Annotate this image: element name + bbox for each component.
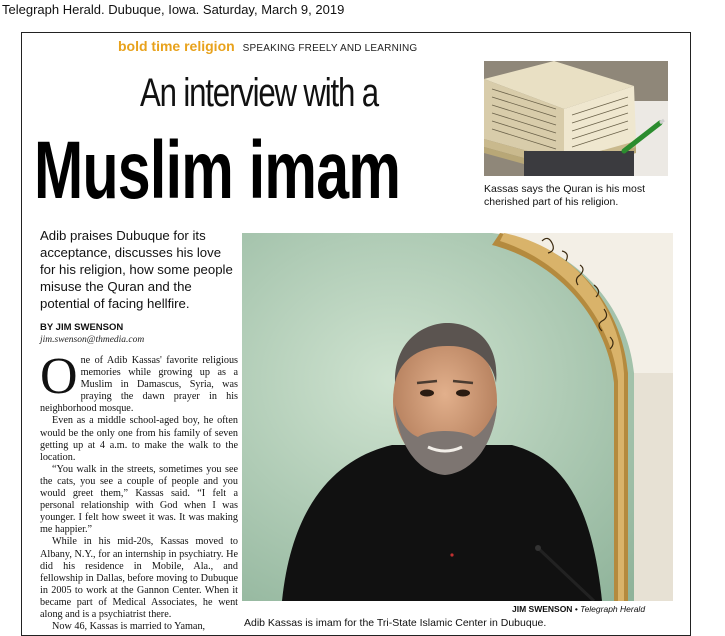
article-body bbox=[40, 348, 238, 633]
imam-portrait-illustration bbox=[242, 233, 673, 601]
headline-line-2: Muslim imam bbox=[34, 125, 401, 216]
body-paragraph-1 bbox=[40, 348, 238, 415]
section-subtitle: SPEAKING FREELY AND LEARNING bbox=[242, 43, 418, 54]
photo-credit-name: JIM SWENSON bbox=[512, 604, 573, 614]
headline-line-1: An interview with a bbox=[140, 71, 378, 115]
imam-portrait-photo bbox=[242, 233, 673, 601]
body-paragraph-3: “You walk in the streets, sometimes you see the cats, you see a couple of people and you would greet them,” Kassas said. “I felt a personal relationship with God when I was younger. I felt how sweet it was. It was making me happier.” bbox=[40, 463, 238, 536]
photo-caption-main: Adib Kassas is imam for the Tri-State Islamic Center in Dubuque. bbox=[244, 617, 547, 629]
body-paragraph-4: While in his mid-20s, Kassas moved to Albany, N.Y., for an internship in psychiatry. He did his residence in Mobile, Ala., and fellowship in Dallas, before moving to Dubuque in 2005 to work at the Gannon Center. When it became part of Medical Associates, he went along and is a psychiatrist there. bbox=[40, 536, 238, 620]
photo-credit: JIM SWENSON • Telegraph Herald bbox=[512, 604, 646, 614]
body-paragraph-5: Now 46, Kassas is married to Yaman, bbox=[52, 621, 206, 633]
photo-credit-org: Telegraph Herald bbox=[580, 604, 646, 614]
quran-illustration bbox=[484, 61, 668, 176]
dropcap: O bbox=[40, 348, 78, 405]
byline: BY JIM SWENSON bbox=[40, 322, 124, 333]
body-paragraph-1-text: ne of Adib Kassas' favorite religious memories while growing up as a Muslim in Damascus, Syria, was praying the dawn prayer in his neighborhood mosque. bbox=[40, 355, 238, 415]
section-bar bbox=[118, 38, 417, 56]
photo-caption-top: Kassas says the Quran is his most cherished part of his religion. bbox=[484, 183, 646, 208]
newspaper-clipping bbox=[21, 32, 691, 636]
quran-photo bbox=[484, 61, 668, 176]
masthead: Telegraph Herald. Dubuque, Iowa. Saturday, March 9, 2019 bbox=[2, 2, 345, 17]
section-kicker: bold time religion bbox=[118, 38, 235, 54]
author-email: jim.swenson@thmedia.com bbox=[40, 335, 145, 345]
deck: Adib praises Dubuque for its acceptance, discusses his love for his religion, how some people misuse the Quran and the potential of facing hellfire. bbox=[40, 228, 233, 311]
body-paragraph-2: Even as a middle school-aged boy, he often would be the only one from his family of seven getting up at 4 a.m. to make the walk to the location. bbox=[40, 415, 238, 463]
